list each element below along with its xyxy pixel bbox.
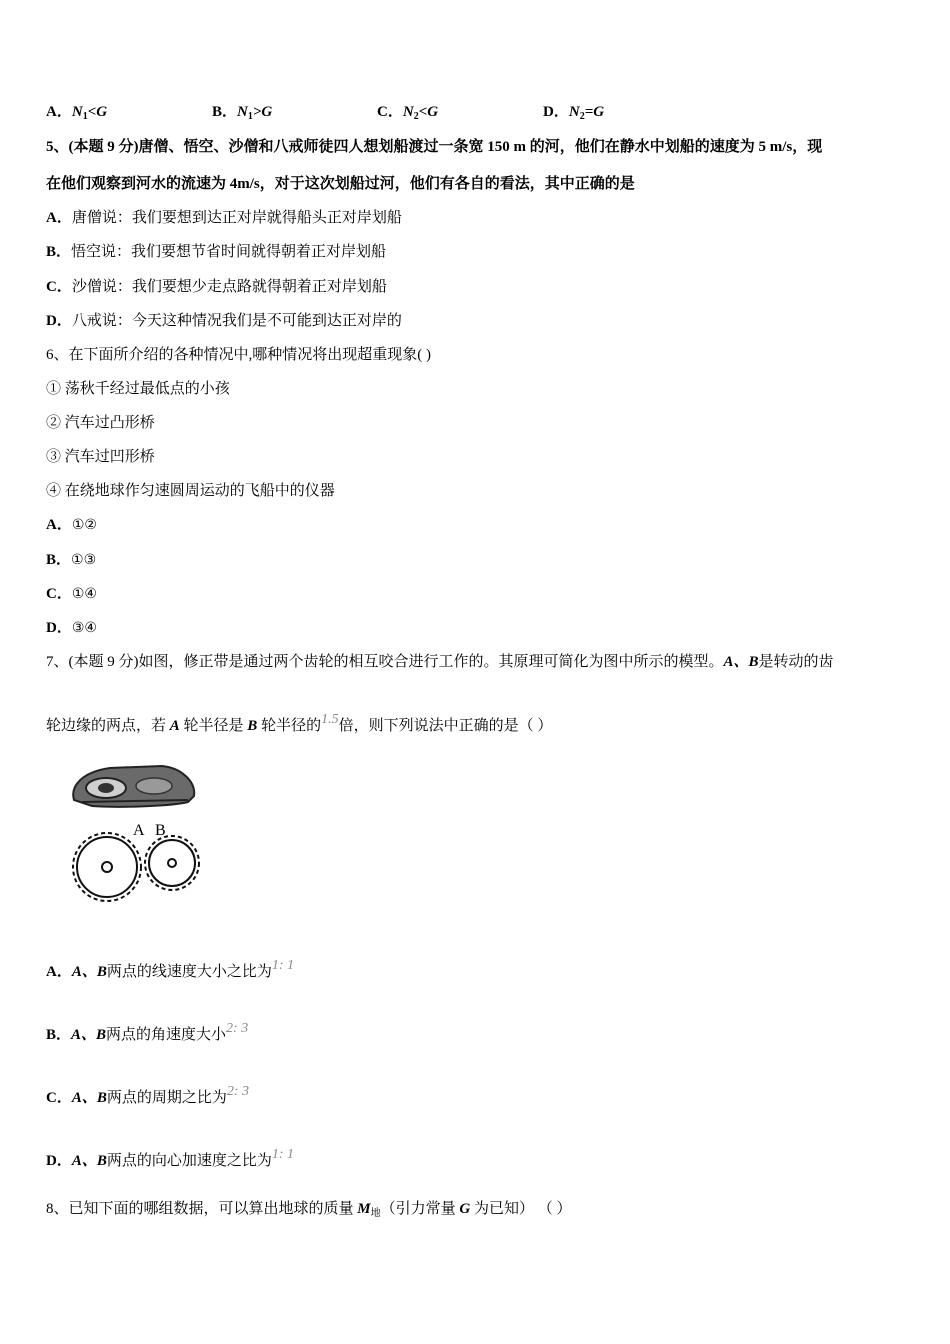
q4-option-d[interactable]: D．$N_2=G$ bbox=[543, 104, 605, 122]
gear-label-a: A bbox=[133, 822, 145, 839]
q7-option-b[interactable]: B．A、B两点的角速度大小2: 3 bbox=[46, 1021, 249, 1043]
q4-option-a[interactable]: A．$N_1<G$ bbox=[46, 104, 108, 122]
q6-option-a[interactable]: A．①② bbox=[46, 517, 97, 533]
q7-option-d[interactable]: D．A、B两点的向心加速度之比为1: 1 bbox=[46, 1147, 295, 1169]
q6-item-1: ① 荡秋千经过最低点的小孩 bbox=[46, 381, 230, 397]
q5-option-a[interactable]: A．唐僧说：我们要想到达正对岸就得船头正对岸划船 bbox=[46, 210, 402, 226]
q7-stem-line2: 轮边缘的两点，若 A 轮半径是 B 轮半径的1.5倍，则下列说法中正确的是（ ） bbox=[46, 712, 553, 734]
gear-label-b: B bbox=[155, 822, 166, 839]
q5-option-b[interactable]: B．悟空说：我们要想节省时间就得朝着正对岸划船 bbox=[46, 244, 387, 260]
q6-option-d[interactable]: D．③④ bbox=[46, 620, 97, 636]
q4-option-b[interactable]: B．$N_1>G$ bbox=[212, 104, 273, 122]
q4-option-c[interactable]: C．$N_2<G$ bbox=[377, 104, 439, 122]
q7-stem-line1: 7、(本题 9 分)如图，修正带是通过两个齿轮的相互咬合进行工作的。其原理可简化为图中所示的模型。A、B是转动的齿 bbox=[46, 654, 834, 670]
gear-figure bbox=[62, 762, 212, 912]
ratio-value: 1.5 bbox=[321, 712, 339, 727]
q6-item-4: ④ 在绕地球作匀速圆周运动的飞船中的仪器 bbox=[46, 483, 335, 499]
q6-item-2: ② 汽车过凸形桥 bbox=[46, 415, 155, 431]
q5-option-c[interactable]: C．沙僧说：我们要想少走点路就得朝着正对岸划船 bbox=[46, 279, 387, 295]
q5-stem-line1: 5、(本题 9 分)唐僧、悟空、沙僧和八戒师徒四人想划船渡过一条宽 150 m 的河，他们在静水中划船的速度为 5 m/s，现 bbox=[46, 139, 823, 155]
gear-b-icon bbox=[145, 836, 199, 890]
q5-option-d[interactable]: D．八戒说：今天这种情况我们是不可能到达正对岸的 bbox=[46, 313, 402, 329]
q6-stem: 6、在下面所介绍的各种情况中,哪种情况将出现超重现象( ) bbox=[46, 347, 431, 363]
q8-stem: 8、已知下面的哪组数据，可以算出地球的质量 $M_地$（引力常量 G 为已知） （ ） bbox=[46, 1201, 572, 1219]
q6-option-c[interactable]: C．①④ bbox=[46, 586, 97, 602]
correction-tape-icon bbox=[73, 766, 194, 807]
q5-stem-line2: 在他们观察到河水的流速为 4m/s，对于这次划船过河，他们有各自的看法，其中正确的是 bbox=[46, 176, 635, 192]
q7-option-c[interactable]: C．A、B两点的周期之比为2: 3 bbox=[46, 1084, 250, 1106]
q6-option-b[interactable]: B．①③ bbox=[46, 552, 97, 568]
q6-item-3: ③ 汽车过凹形桥 bbox=[46, 449, 155, 465]
gear-a-icon bbox=[73, 833, 141, 901]
q7-option-a[interactable]: A．A、B两点的线速度大小之比为1: 1 bbox=[46, 958, 295, 980]
